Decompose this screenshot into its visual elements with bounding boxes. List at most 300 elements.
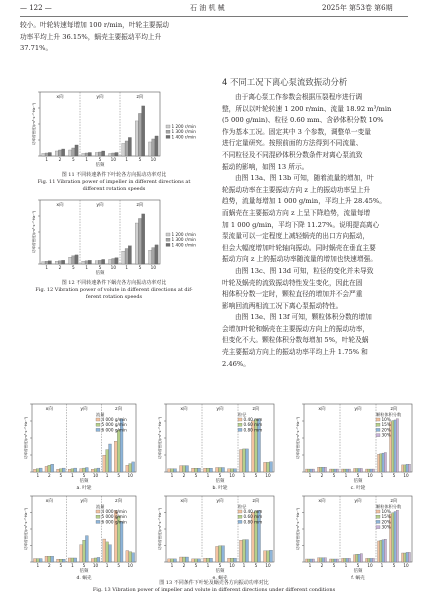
direction-label: y向 [354, 407, 362, 412]
bar [135, 223, 138, 264]
body-line: 相体积分数一定时，颗粒直径的增加并不会严重 [222, 290, 363, 299]
bar [378, 454, 380, 472]
fig13d-chart [14, 492, 140, 580]
legend-label: 5 000 g/min [101, 422, 127, 428]
legend-swatch [238, 520, 242, 523]
x-tick-label: 5 [59, 473, 63, 478]
bar [342, 469, 344, 472]
bar [356, 554, 358, 562]
bar [85, 536, 88, 562]
x-tick-label: 1 [344, 563, 348, 568]
x-tick-label: 10 [367, 473, 373, 478]
bar [112, 153, 115, 156]
direction-label: x向 [56, 95, 64, 100]
bar [83, 540, 86, 562]
bar [114, 441, 117, 472]
legend-label: 6 000 g/min [101, 519, 127, 525]
legend-title: 颗粒体积分数 [376, 504, 402, 509]
bar [95, 261, 98, 264]
bar [128, 137, 131, 156]
x-tick-label: 1 [344, 473, 348, 478]
x-tick-label: 1 [125, 157, 129, 162]
legend-swatch [376, 520, 380, 523]
fig11-caption-en-1: Fig. 11 Vibration power of impeller in different directions at [37, 179, 191, 185]
bar [95, 152, 98, 156]
bar [210, 558, 213, 562]
x-tick-label: 10 [127, 473, 133, 478]
body-line: 由图 13e、图 13f 可知，颗粒体积分数的增加 [235, 313, 372, 322]
bar [354, 555, 356, 562]
bar [216, 546, 219, 562]
bar [171, 559, 174, 562]
bar [88, 260, 91, 264]
x-tick-label: 1 [242, 563, 246, 568]
bar [195, 559, 198, 562]
x-tick-label: 10 [229, 563, 235, 568]
bar [322, 558, 324, 562]
x-tick-label: 10 [150, 157, 157, 162]
x-axis-label: 倍频 [79, 569, 89, 574]
bar [102, 151, 105, 156]
bar [378, 541, 380, 562]
bar [98, 260, 101, 264]
bar [222, 468, 225, 472]
bar [129, 464, 132, 472]
x-tick-label: 5 [218, 563, 222, 568]
bar [228, 469, 231, 472]
x-tick-label: 1 [380, 473, 384, 478]
bar [94, 469, 97, 472]
fig13-caption-cn: 图 13 不同条件下叶轮及蜗壳各方向振动功率对比 [159, 580, 269, 586]
bar [306, 469, 308, 472]
legend-swatch [376, 418, 380, 421]
bar [392, 513, 394, 562]
bar [243, 540, 246, 562]
bar [320, 558, 322, 562]
fig11-chart [16, 88, 212, 170]
legend-label: 1 400 r/min [171, 242, 196, 248]
legend-label: 0.80 mm [243, 519, 263, 525]
bar [55, 261, 58, 264]
bar [58, 150, 61, 156]
bar [75, 255, 78, 264]
body-line: 由图 13c、图 13d 可知，粒径的变化并未导致 [235, 266, 374, 275]
x-tick-label: 10 [127, 563, 133, 568]
x-tick-label: 10 [92, 563, 99, 568]
bar [324, 467, 326, 472]
x-tick-label: 2 [320, 563, 324, 568]
bar [45, 153, 48, 156]
bar [74, 468, 77, 472]
intro-line: 37.71%。 [20, 44, 53, 53]
legend-swatch [376, 423, 380, 426]
bar [97, 468, 100, 472]
x-tick-label: 5 [254, 563, 258, 568]
bar [231, 558, 234, 562]
x-tick-label: 1 [85, 157, 89, 162]
direction-label: x向 [180, 499, 188, 504]
direction-label: x向 [45, 407, 53, 412]
bar [122, 143, 125, 156]
legend-label: 30% [381, 524, 391, 530]
x-tick-label: 2 [58, 265, 62, 270]
x-tick-label: 5 [356, 473, 360, 478]
bar [382, 453, 384, 472]
right-body-text [222, 92, 410, 370]
legend-swatch [166, 130, 170, 133]
bar [135, 121, 138, 156]
legend-swatch [96, 423, 100, 426]
journal-name: 石 油 机 械 [190, 4, 225, 12]
bar [246, 540, 249, 562]
header-rule [20, 16, 408, 17]
panel-sublabel: b. 叶轮 [212, 486, 228, 490]
bar [346, 558, 348, 562]
legend-swatch [238, 510, 242, 513]
bar [270, 462, 273, 472]
body-line: 会增加叶轮和蜗壳在主要振动方向上的振动功率， [222, 324, 370, 333]
bar [207, 468, 210, 472]
bar [125, 249, 128, 264]
bar [39, 468, 42, 472]
legend-label: 1 200 r/min [171, 124, 196, 129]
legend-label: 0.40 mm [243, 417, 263, 422]
x-tick-label: 1 [206, 473, 210, 478]
legend-swatch [166, 135, 170, 138]
bar [204, 558, 207, 562]
bar [207, 558, 210, 562]
legend-swatch [376, 515, 380, 518]
legend-label: 15% [381, 514, 391, 520]
direction-label: x向 [318, 499, 326, 504]
legend-label: 5 000 g/min [101, 514, 127, 520]
bar [117, 430, 120, 472]
bar [59, 469, 62, 472]
legend-swatch [166, 233, 170, 236]
direction-label: z向 [115, 499, 123, 504]
bar [109, 153, 112, 156]
figure-13-panel-b [148, 400, 278, 490]
legend-label: 10% [381, 509, 391, 514]
x-tick-label: 2 [182, 473, 186, 478]
body-line: 振动方向 z 上的振动功率随流量的增加也快速增强。 [222, 255, 377, 264]
direction-label: y向 [96, 203, 104, 208]
bar [155, 136, 158, 156]
bar [406, 552, 408, 562]
legend-title: 颗粒体积分数 [376, 412, 402, 417]
x-tick-label: 5 [71, 265, 75, 270]
bar [370, 558, 372, 562]
bar [318, 467, 320, 472]
body-line: 不同粒径及不同混砂体积分数条件对离心泵流致 [222, 150, 363, 159]
bar [360, 468, 362, 472]
bar [42, 262, 45, 264]
figure-13-panel-a [14, 400, 140, 490]
bar [346, 469, 348, 472]
x-tick-label: 5 [218, 473, 222, 478]
x-axis-label: 倍频 [215, 479, 225, 484]
legend-label: 1 400 r/min [171, 134, 196, 140]
bar [174, 559, 177, 562]
bar [396, 510, 398, 562]
bar [310, 559, 312, 562]
bar [126, 465, 129, 472]
bar [330, 469, 332, 472]
legend-swatch [96, 510, 100, 513]
bar [366, 558, 368, 562]
bar [59, 559, 62, 562]
fig12-chart [16, 196, 212, 278]
bar [322, 467, 324, 472]
x-tick-label: 5 [194, 473, 198, 478]
y-axis-label: 功率谱密度/(m²·s⁻²·Hz⁻¹) [32, 210, 36, 254]
bar [402, 465, 404, 472]
bar [368, 558, 370, 562]
x-tick-label: 10 [265, 563, 271, 568]
bar [358, 468, 360, 472]
bar [68, 469, 71, 472]
x-tick-label: 5 [71, 157, 75, 162]
bar [334, 469, 336, 472]
bar [180, 466, 183, 472]
legend-swatch [166, 238, 170, 241]
panel-sublabel: e. 蜗壳 [212, 576, 228, 580]
bar [332, 559, 334, 562]
x-tick-label: 10 [150, 265, 157, 270]
body-line: 进行定量研究。按照前面的方法得到不同流量、 [222, 139, 363, 148]
bar [384, 539, 386, 562]
direction-label: z向 [136, 95, 144, 100]
bar [380, 540, 382, 562]
bar [57, 469, 60, 472]
section-title: 4 不同工况下离心泵流致振动分析 [222, 77, 348, 87]
bar [82, 153, 85, 156]
body-line: 由于离心泵工作参数会根据压裂程序进行调 [235, 93, 363, 101]
direction-label: z向 [390, 499, 398, 504]
x-tick-label: 1 [170, 473, 174, 478]
bar [120, 522, 123, 562]
bar [404, 465, 406, 472]
bar [85, 153, 88, 156]
bar [219, 468, 222, 472]
bar [83, 468, 86, 472]
left-intro-text [20, 20, 212, 55]
x-tick-label: 5 [98, 157, 102, 162]
bar [219, 546, 222, 562]
bar [71, 558, 74, 562]
bar [195, 468, 198, 472]
legend-swatch [376, 428, 380, 431]
y-axis-label: 功率谱密度/(m²·s⁻²·Hz⁻¹) [24, 416, 28, 460]
body-line: (5 000 g/min)、粒径 0.60 mm、含砂体积分数 10% [222, 116, 384, 125]
legend-swatch [238, 423, 242, 426]
legend-label: 20% [381, 427, 391, 433]
x-tick-label: 2 [320, 473, 324, 478]
bar [75, 145, 78, 156]
legend-label: 10% [381, 417, 391, 422]
bar [109, 259, 112, 264]
bar [132, 462, 135, 472]
x-tick-label: 1 [105, 563, 109, 568]
bar [115, 152, 118, 156]
bar [33, 469, 36, 472]
legend-label: 1 300 r/min [171, 237, 196, 243]
bar [103, 455, 106, 472]
bar [142, 214, 145, 264]
bar [342, 558, 344, 562]
legend-label: 0.60 mm [243, 514, 263, 520]
bar [354, 468, 356, 472]
bar [112, 259, 115, 264]
x-axis-label: 倍频 [215, 569, 225, 574]
x-tick-label: 2 [47, 563, 51, 568]
bar [366, 469, 368, 472]
bar [231, 469, 234, 472]
direction-label: x向 [180, 407, 188, 412]
bar [332, 469, 334, 472]
legend-label: 4 000 g/min [101, 509, 127, 514]
bar [88, 152, 91, 156]
legend-title: 粒径 [238, 504, 247, 509]
bar [168, 469, 171, 472]
bar [344, 558, 346, 562]
x-tick-label: 2 [58, 157, 62, 162]
x-tick-label: 5 [356, 563, 360, 568]
bar [57, 559, 60, 562]
bar [240, 540, 243, 562]
direction-label: z向 [136, 203, 144, 208]
legend-label: 0.60 mm [243, 422, 263, 428]
x-tick-label: 2 [47, 473, 51, 478]
legend-swatch [376, 434, 380, 437]
bar [72, 148, 75, 156]
bar [358, 554, 360, 562]
bar [69, 257, 72, 264]
bar [402, 553, 404, 562]
bar [62, 149, 65, 156]
bar [45, 466, 48, 472]
fig13f-chart [286, 492, 416, 580]
bar [370, 469, 372, 472]
bar [306, 559, 308, 562]
bar [267, 462, 270, 472]
bar [109, 444, 112, 472]
bar [186, 466, 189, 472]
x-tick-label: 5 [254, 473, 258, 478]
x-tick-label: 10 [265, 473, 271, 478]
bar [98, 152, 101, 156]
bar [394, 512, 396, 562]
body-line: 振动的影响，如图 13 所示。 [222, 162, 309, 171]
direction-label: y向 [96, 95, 104, 100]
bar [384, 452, 386, 472]
figure-13-panel-f [286, 492, 416, 580]
bar [68, 558, 71, 562]
bar [216, 468, 219, 472]
bar [171, 469, 174, 472]
bar [174, 469, 177, 472]
bar [94, 558, 97, 562]
bar [138, 113, 141, 156]
bar [356, 468, 358, 472]
bar [348, 469, 350, 472]
legend-label: 0.40 mm [243, 509, 263, 514]
bar [39, 559, 42, 562]
x-tick-label: 2 [182, 563, 186, 568]
legend-swatch [96, 520, 100, 523]
x-axis-label: 倍频 [353, 479, 363, 484]
body-line: 叶轮及蜗壳的流致振动特性发生变化，因此在固 [222, 278, 363, 287]
bar [58, 261, 61, 264]
bar [198, 468, 201, 472]
bar [234, 469, 237, 472]
legend-title: 粒径 [238, 412, 247, 417]
body-line: 加 1 000 g/min，平均下降 11.27%。说明提高离心 [222, 220, 380, 229]
direction-label: y向 [216, 499, 224, 504]
direction-label: z向 [252, 499, 260, 504]
bar [334, 559, 336, 562]
x-tick-label: 5 [117, 473, 121, 478]
body-line: 但变化不大。颗粒体积分数每增加 5%，叶轮及蜗 [222, 336, 369, 345]
bar [42, 153, 45, 156]
x-tick-label: 5 [392, 563, 396, 568]
bar [102, 259, 105, 264]
x-tick-label: 1 [105, 473, 109, 478]
figure-12 [16, 196, 212, 278]
bar [310, 469, 312, 472]
y-axis-label: 功率谱密度/(m²·s⁻²·Hz⁻¹) [296, 416, 300, 460]
x-tick-label: 10 [110, 157, 117, 162]
bar [71, 469, 74, 472]
fig13e-chart [148, 492, 278, 580]
bar [228, 558, 231, 562]
legend-label: 1 200 r/min [171, 232, 196, 237]
bar [318, 558, 320, 562]
figure-11 [16, 88, 212, 170]
bar [69, 150, 72, 156]
direction-label: x向 [45, 499, 53, 504]
legend-swatch [238, 428, 242, 431]
legend-label: 6 000 g/min [101, 427, 127, 433]
bar [308, 559, 310, 562]
bar [183, 466, 186, 472]
direction-label: y向 [80, 407, 88, 412]
body-line: 2.46%。 [222, 359, 250, 368]
panel-sublabel: c. 叶轮 [350, 486, 366, 490]
x-axis-label: 倍频 [353, 569, 363, 574]
bar [152, 139, 155, 156]
bar [149, 250, 152, 264]
figure-13-panel-c [286, 400, 416, 490]
x-tick-label: 5 [392, 473, 396, 478]
direction-label: z向 [390, 407, 398, 412]
bar [406, 464, 408, 472]
x-tick-label: 1 [71, 473, 74, 478]
bar [192, 559, 195, 562]
panel-sublabel: d. 蜗壳 [76, 576, 92, 580]
y-axis-label: 功率谱密度/(m²·s⁻²·Hz⁻¹) [158, 507, 162, 551]
legend-label: 30% [381, 432, 391, 438]
bar [222, 546, 225, 562]
bar [372, 469, 374, 472]
bar [264, 551, 267, 562]
bar [91, 469, 94, 472]
x-tick-label: 1 [125, 265, 129, 270]
bar [180, 557, 183, 562]
direction-label: y向 [354, 499, 362, 504]
bar [382, 540, 384, 562]
x-tick-label: 5 [117, 563, 121, 568]
